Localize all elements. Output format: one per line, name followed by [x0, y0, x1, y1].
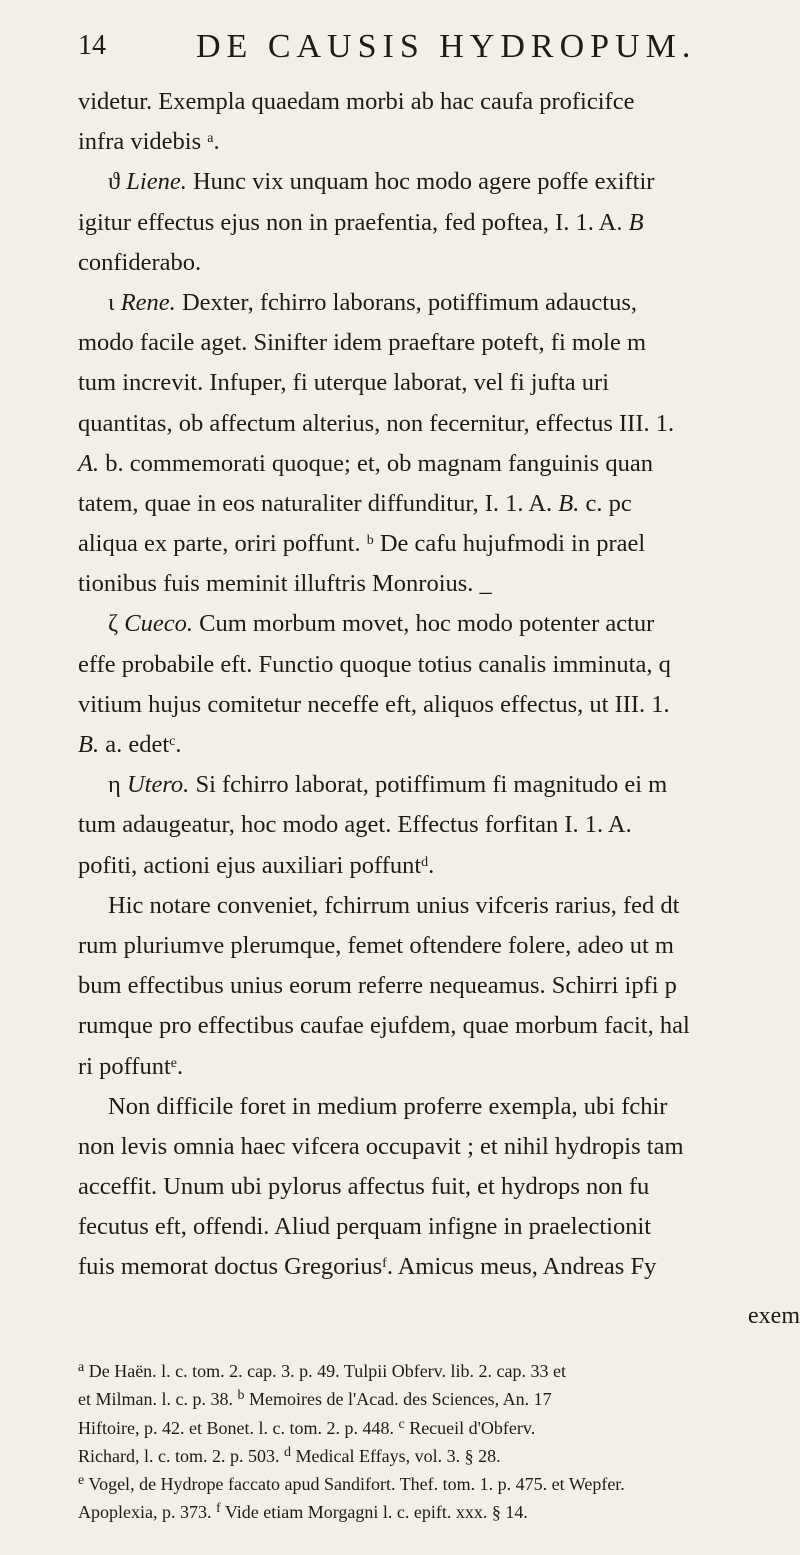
text-run: fuis memorat doctus Gregorius [78, 1253, 383, 1281]
text-run: tatem, quae in eos naturaliter diffunditur, I. 1. A. [78, 489, 559, 517]
text-run: pofiti, actioni ejus auxiliari poffunt [78, 851, 422, 879]
text-line [78, 725, 800, 765]
text-run: non levis omnia haec vifcera occupavit ; et nihil hydropis tam [78, 1132, 684, 1160]
text-run: effe probabile eft. Functio quoque totius canalis imminuta, q [78, 650, 671, 678]
text-run: . [213, 128, 220, 156]
text-line [78, 1167, 800, 1207]
text-run: A. [78, 449, 100, 477]
text-run: b. commemorati quoque; et, ob magnam fanguinis quan [99, 449, 653, 477]
footnote-line [78, 1414, 800, 1442]
text-run: acceffit. Unum ubi pylorus affectus fuit, et hydrops non fu [78, 1173, 650, 1201]
text-line [78, 1047, 800, 1087]
text-line [78, 685, 800, 725]
text-run: . [177, 1052, 184, 1080]
text-run: Rene. [120, 288, 176, 316]
text-run: De Haën. l. c. tom. 2. cap. 3. p. 49. Tulpii Obferv. lib. 2. cap. 33 et [84, 1361, 566, 1381]
footnote-line [78, 1498, 800, 1526]
text-run: Richard, l. c. tom. 2. p. 503. [78, 1445, 284, 1466]
text-run: tionibus fuis meminit illuftris Monroius. _ [78, 570, 492, 598]
text-run: c. pc [579, 489, 632, 517]
text-run: modo facile aget. Sinifter idem praeftare poteft, fi mole m [78, 329, 647, 357]
text-run: confiderabo. [78, 248, 202, 276]
text-run: Cueco. [124, 610, 193, 638]
text-run: rum pluriumve plerumque, femet oftendere folere, adeo ut m [78, 931, 674, 959]
text-line [78, 604, 800, 644]
text-line [78, 363, 800, 403]
text-run: Apoplexia, p. 373. [78, 1502, 216, 1523]
text-run: Medical Effays, vol. 3. § 28. [290, 1445, 501, 1466]
text-line [78, 203, 800, 243]
main-text [78, 82, 800, 1288]
text-run: Hiftoire, p. 42. et Bonet. l. c. tom. 2. p. 448. [78, 1417, 399, 1438]
text-run: Non difficile foret in medium proferre exempla, ubi fchir [108, 1092, 668, 1120]
text-run: vitium hujus comitetur neceffe eft, aliquos effectus, ut III. 1. [78, 690, 670, 718]
footnote-line [78, 1442, 800, 1470]
text-run: videtur. Exempla quaedam morbi ab hac caufa proficifce [78, 88, 635, 115]
text-run: rumque pro effectibus caufae ejufdem, quae morbum facit, hal [78, 1012, 690, 1040]
text-run: fecutus eft, offendi. Aliud perquam infigne in praelectionit [78, 1213, 652, 1241]
note-marker: f [215, 1501, 221, 1517]
note-marker: e [78, 1473, 85, 1489]
footnote-line [78, 1357, 800, 1385]
text-run: . [428, 851, 435, 879]
footnote-line [78, 1470, 800, 1498]
note-marker: b [366, 533, 374, 549]
note-marker: d [421, 854, 429, 870]
text-run: ri poffunt [78, 1052, 171, 1080]
text-line [78, 846, 800, 886]
text-run: Utero. [126, 771, 190, 799]
text-run: Si fchirro laborat, potiffimum fi magnitudo ei m [189, 771, 668, 799]
note-marker: d [283, 1444, 291, 1460]
text-run: Memoires de l'Acad. des Sciences, An. 17 [244, 1389, 552, 1410]
running-title: DE CAUSIS HYDROPUM. [196, 28, 697, 65]
text-line [78, 323, 800, 363]
running-header [78, 28, 778, 68]
text-line [78, 404, 800, 444]
text-run: Dexter, fchirro laborans, potiffimum adauctus, [175, 288, 638, 316]
text-run: Vide etiam Morgagni l. c. epift. xxx. § 14. [220, 1502, 528, 1523]
text-line [78, 243, 800, 283]
text-run: Vogel, de Hydrope faccato apud Sandifort. Thef. tom. 1. p. 475. et Wepfer. [84, 1474, 625, 1495]
note-marker: b [237, 1388, 245, 1404]
note-marker: f [382, 1256, 387, 1272]
text-run: infra videbis [78, 128, 208, 156]
text-run: B. [558, 489, 580, 517]
text-line [78, 765, 800, 805]
text-run: et Milman. l. c. p. 38. [78, 1389, 238, 1410]
text-run: Recueil d'Obferv. [404, 1417, 536, 1438]
note-marker: c [169, 734, 176, 749]
text-line [78, 1207, 800, 1247]
text-line [78, 805, 800, 845]
text-line [78, 564, 800, 604]
text-line [78, 484, 800, 524]
text-line [78, 886, 800, 926]
note-marker: c [398, 1416, 405, 1432]
text-run: quantitas, ob affectum alterius, non fecernitur, effectus III. 1. [78, 409, 675, 437]
text-run: Hic notare conveniet, fchirrum unius vifceris rarius, fed dt [108, 891, 680, 919]
page-number: 14 [78, 30, 106, 61]
text-run: Cum morbum movet, hoc modo potenter actur [193, 610, 655, 638]
text-line [78, 82, 800, 122]
text-run: η [108, 771, 127, 799]
text-run: igitur effectus ejus non in praefentia, fed poftea, I. 1. A. [78, 208, 629, 236]
text-line [78, 926, 800, 966]
text-line [78, 444, 800, 484]
text-line [78, 1087, 800, 1127]
text-run: ϑ [108, 168, 127, 196]
text-run: aliqua ex parte, oriri poffunt. [78, 530, 367, 558]
note-marker: a [207, 131, 214, 147]
text-run: Hunc vix unquam hoc modo agere poffe exiftir [186, 168, 655, 196]
catchword: exem [748, 1303, 800, 1329]
footnote-line [78, 1385, 800, 1413]
text-run: a. edet [99, 731, 170, 758]
note-marker: a [78, 1360, 85, 1375]
text-line [78, 162, 800, 202]
footnotes [78, 1357, 800, 1527]
text-line [78, 645, 800, 685]
text-run: tum adaugeatur, hoc modo aget. Effectus forfitan I. 1. A. [78, 811, 632, 839]
text-line [78, 283, 800, 323]
text-run: De cafu hujufmodi in prael [373, 530, 646, 558]
text-line [78, 1247, 800, 1287]
text-run: . [175, 731, 182, 758]
note-marker: e [170, 1055, 177, 1071]
text-line [78, 524, 800, 564]
text-run: Liene. [126, 168, 187, 196]
text-run: bum effectibus unius eorum referre nequeamus. Schirri ipfi p [78, 972, 677, 1000]
text-run: . Amicus meus, Andreas Fy [386, 1253, 657, 1281]
text-line [78, 966, 800, 1006]
text-run: ι [108, 288, 121, 316]
text-run: B [628, 208, 644, 236]
text-run: ζ [108, 610, 125, 638]
text-line [78, 1127, 800, 1167]
text-line [78, 1006, 800, 1046]
text-run: tum increvit. Infuper, fi uterque laborat, vel fi jufta uri [78, 369, 610, 397]
text-line [78, 122, 800, 162]
text-run: B. [78, 731, 100, 758]
